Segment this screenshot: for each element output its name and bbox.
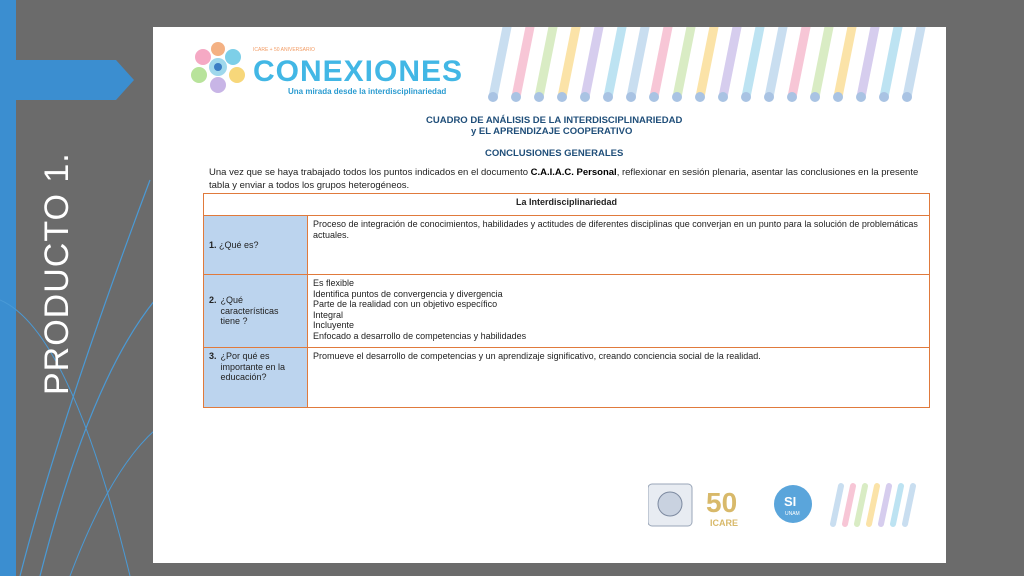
stripe — [815, 27, 829, 97]
stripe-dot — [879, 92, 889, 102]
svg-text:ICARE: ICARE — [710, 518, 739, 528]
footer-stripe — [833, 486, 841, 524]
document-heading-line2: y EL APRENDIZAJE COOPERATIVO — [471, 126, 633, 137]
footer-stripe — [857, 486, 865, 524]
stripe — [723, 27, 737, 97]
stripe-dot — [718, 92, 728, 102]
stripe — [746, 27, 760, 97]
stripe-dot — [810, 92, 820, 102]
table-row — [204, 275, 930, 348]
question-cell: 1. ¿Qué es? — [204, 216, 308, 275]
footer-stripe — [893, 486, 901, 524]
decorative-lines — [0, 0, 160, 576]
footer-stripe — [869, 486, 877, 524]
conexiones-logo-icon — [183, 39, 253, 95]
logo-title: CONEXIONES — [253, 55, 464, 88]
footer-stripe — [881, 486, 889, 524]
question-cell: 3. ¿Por qué es importante en la educación? — [204, 348, 308, 408]
stripe-dot — [672, 92, 682, 102]
slide-title: PRODUCTO 1. — [38, 152, 76, 395]
stripe — [700, 27, 714, 97]
svg-text:50: 50 — [706, 487, 738, 518]
answer-cell: Proceso de integración de conocimientos, habilidades y actitudes de diferentes disciplinas que converjan en un punto para la solución de problemáticas actuales. — [308, 216, 930, 275]
stripe-dot — [741, 92, 751, 102]
stripe — [861, 27, 875, 97]
answer-cell: Es flexible Identifica puntos de convergencia y divergencia Parte de la realidad con un objetivo específico Integral Incluyente Enfocado a desarrollo de competencias y habilidades — [308, 275, 930, 348]
stripe — [792, 27, 806, 97]
stripe — [562, 27, 576, 97]
stripe-dot — [764, 92, 774, 102]
stripe-dot — [902, 92, 912, 102]
stripe-dot — [534, 92, 544, 102]
stripe-dot — [603, 92, 613, 102]
header-stripes — [483, 27, 933, 107]
logo-tagline: Una mirada desde la interdisciplinariedad — [288, 87, 447, 96]
stripe-dot — [833, 92, 843, 102]
footer-stripe — [905, 486, 913, 524]
stripe-dot — [626, 92, 636, 102]
answer-cell: Promueve el desarrollo de competencias y un aprendizaje significativo, creando conciencia social de la realidad. — [308, 348, 930, 408]
table-row — [204, 216, 930, 275]
stripe — [677, 27, 691, 97]
stripe — [608, 27, 622, 97]
document-intro: Una vez que se haya trabajado todos los puntos indicados en el documento C.A.I.A.C. Personal, reflexionar en sesión plenaria, asentar las conclusiones en la presente tabla y enviar a todos los grupos heterogéneos. — [209, 167, 919, 191]
footer-stripe — [845, 486, 853, 524]
unam-seal-icon — [648, 484, 692, 526]
stripe-dot — [695, 92, 705, 102]
document-page — [153, 27, 946, 563]
stripe — [838, 27, 852, 97]
stripe — [539, 27, 553, 97]
stripe-dot — [649, 92, 659, 102]
document-subheading: CONCLUSIONES GENERALES — [485, 148, 624, 159]
table-header: La Interdisciplinariedad — [204, 194, 930, 216]
stripe — [907, 27, 921, 97]
footer-stripes-icon — [833, 486, 913, 524]
footer-logos — [648, 482, 928, 532]
si-unam-logo-icon — [774, 485, 812, 523]
stripe — [493, 27, 507, 97]
table-row — [204, 348, 930, 408]
stripe — [654, 27, 668, 97]
question-cell: 2. ¿Qué características tiene ? — [204, 275, 308, 348]
stripe — [769, 27, 783, 97]
stripe-dot — [856, 92, 866, 102]
interdisciplinarity-table — [203, 193, 930, 408]
logo-anniversary-text: ICARE + 50 ANIVERSARIO — [253, 47, 315, 53]
svg-text:SI: SI — [784, 494, 797, 509]
stripe — [631, 27, 645, 97]
icare-50-logo — [706, 487, 738, 528]
stripe — [585, 27, 599, 97]
svg-text:UNAM: UNAM — [785, 511, 800, 517]
stripe-dot — [787, 92, 797, 102]
stripe-dot — [580, 92, 590, 102]
stripe — [516, 27, 530, 97]
stripe-dot — [488, 92, 498, 102]
stripe — [884, 27, 898, 97]
stripe-dot — [511, 92, 521, 102]
stripe-dot — [557, 92, 567, 102]
document-heading: CUADRO DE ANÁLISIS DE LA INTERDISCIPLINARIEDAD y EL APRENDIZAJE COOPERATIVO — [426, 115, 683, 137]
